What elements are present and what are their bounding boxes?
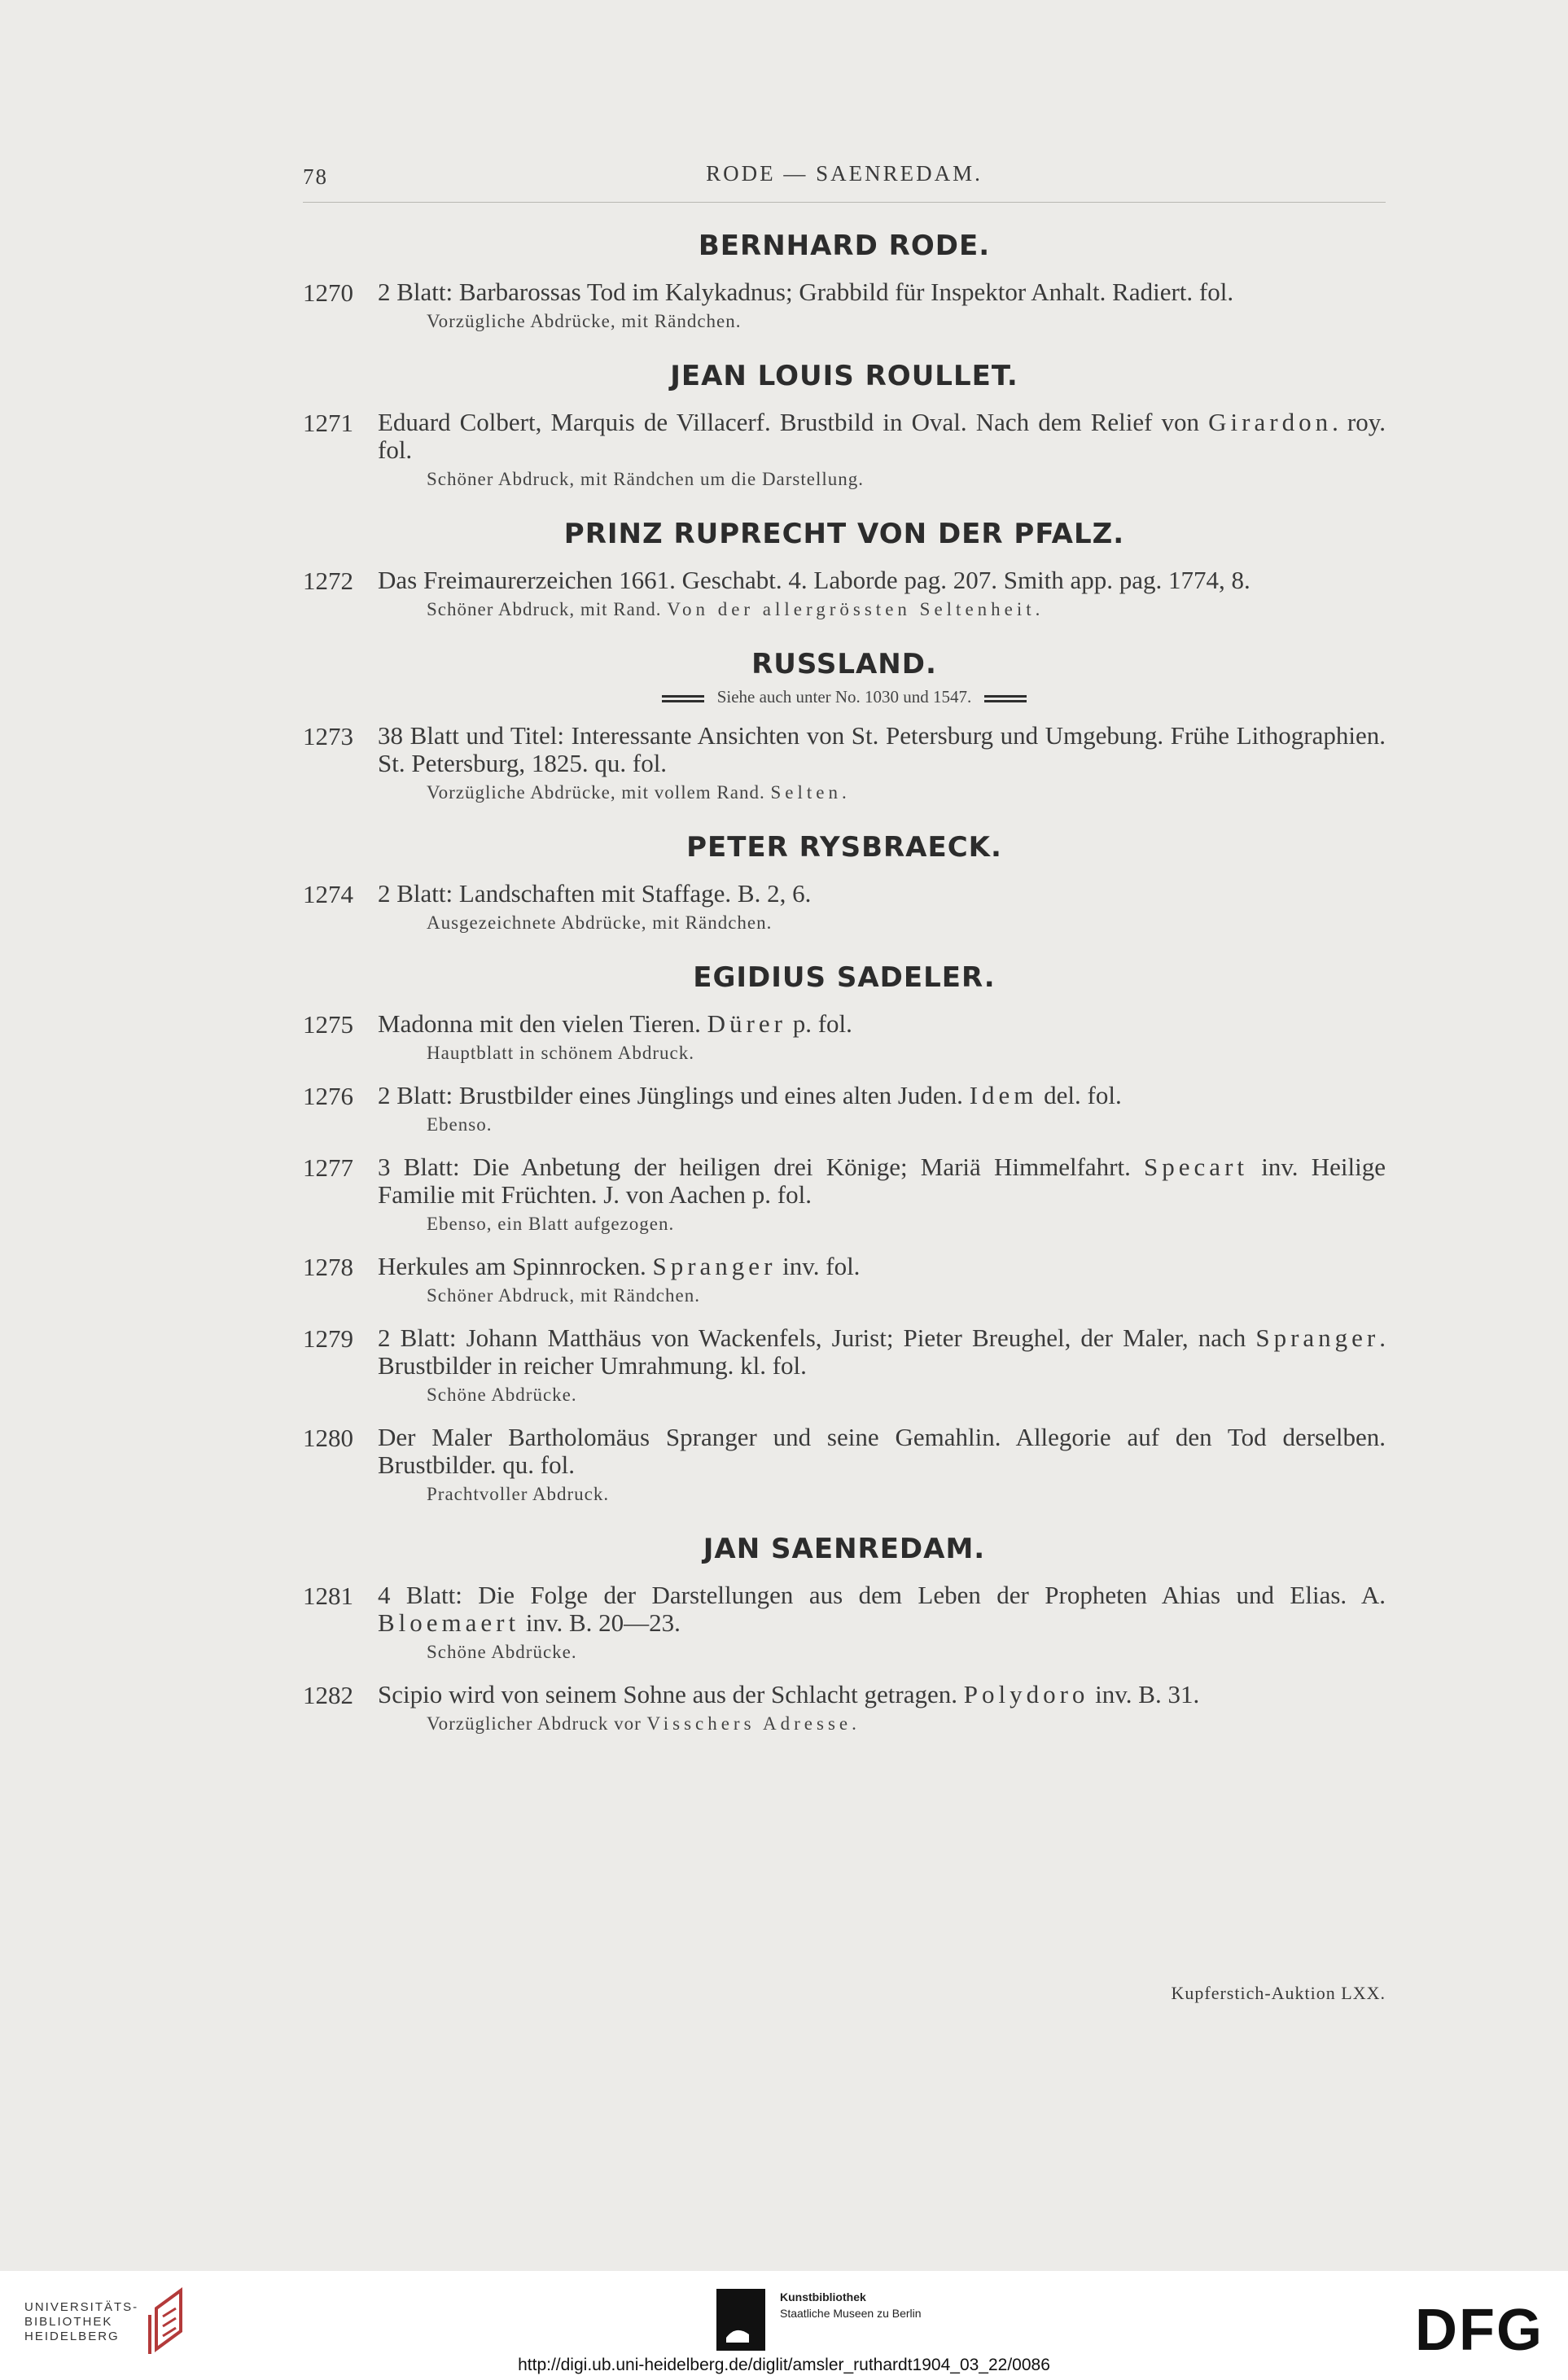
lot-number: 1271: [303, 409, 353, 437]
lot-number: 1276: [303, 1082, 353, 1110]
lot-description: [378, 1082, 1386, 1109]
lot-note: Ebenso.: [427, 1114, 493, 1135]
lot-note: [427, 1713, 1386, 1735]
logo-line: BIBLIOTHEK: [24, 2315, 113, 2329]
lot-description: [378, 1010, 1386, 1038]
artist-section: [303, 230, 1386, 332]
spaced-name: Dürer: [707, 1009, 786, 1038]
lot-number: 1279: [303, 1324, 353, 1353]
lot-entry: [303, 1324, 1386, 1406]
text-part: 2 Blatt: Johann Matthäus von Wackenfels, Jurist; Pieter Breughel, der Maler, nach: [378, 1323, 1256, 1352]
artist-heading: PRINZ RUPRECHT VON DER PFALZ.: [563, 518, 1125, 550]
lot-note: Schöne Abdrücke.: [427, 1642, 577, 1662]
lot-number: 1273: [303, 722, 353, 750]
digitization-footer: [0, 2271, 1568, 2380]
note-part: Vorzüglicher Abdruck vor: [427, 1713, 647, 1734]
lot-note: Ebenso, ein Blatt aufgezogen.: [427, 1214, 675, 1234]
spaced-name: Specart: [1144, 1153, 1249, 1181]
lot-description: 2 Blatt: Landschaften mit Staffage. B. 2, 6.: [378, 879, 812, 908]
lot-entry: [303, 1681, 1386, 1735]
lot-entry: [303, 567, 1386, 620]
lot-description: 2 Blatt: Barbarossas Tod im Kalykadnus; Grabbild für Inspektor Anhalt. Radiert. fol.: [378, 278, 1234, 306]
text-part: p. fol.: [786, 1009, 852, 1038]
logo-line: HEIDELBERG: [24, 2330, 120, 2343]
lot-note: Prachtvoller Abdruck.: [427, 1484, 610, 1504]
text-part: 2 Blatt: Brustbilder eines Jünglings und eines alten Juden.: [378, 1081, 970, 1109]
note-part: .: [852, 1713, 857, 1734]
text-part: 4 Blatt: Die Folge der Darstellungen aus dem Leben der Propheten Ahias und Elias. A.: [378, 1581, 1386, 1609]
running-head: [303, 161, 1386, 203]
kunstbibliothek-title: Kunstbibliothek: [780, 2290, 866, 2303]
spaced-name: Bloemaert: [378, 1608, 520, 1637]
page-number: 78: [303, 164, 328, 189]
artist-section: [303, 360, 1386, 490]
lot-entry: [303, 278, 1386, 332]
text-part: Herkules am Spinnrocken.: [378, 1252, 653, 1280]
lot-note: Vorzügliche Abdrücke, mit Rändchen.: [427, 311, 742, 331]
lot-description: [378, 1253, 1386, 1280]
text-part: . roy. fol.: [378, 408, 1386, 464]
lot-description: [378, 1681, 1386, 1708]
lot-note: Schöner Abdruck, mit Rändchen.: [427, 1285, 700, 1306]
text-part: inv. Heilige Familie mit Früchten. J. von Aachen p. fol.: [378, 1153, 1386, 1209]
lot-entry: [303, 880, 1386, 934]
library-emblem-icon: [140, 2284, 189, 2357]
text-part: del. fol.: [1037, 1081, 1122, 1109]
lot-note: Ausgezeichnete Abdrücke, mit Rändchen.: [427, 912, 773, 933]
lot-entry: [303, 1253, 1386, 1306]
artist-section: [303, 1533, 1386, 1735]
lot-note: Schöner Abdruck, mit Rändchen um die Darstellung.: [427, 469, 865, 489]
lot-number: 1277: [303, 1153, 353, 1182]
lot-number: 1270: [303, 278, 353, 307]
spaced-note: Von der allergrössten Seltenheit.: [667, 599, 1045, 619]
note-part: Schöner Abdruck, mit Rand.: [427, 599, 668, 619]
artist-section: [303, 961, 1386, 1505]
lot-note: [427, 782, 1386, 803]
signature-line: Kupferstich-Auktion LXX.: [1171, 1983, 1386, 2003]
artist-heading: PETER RYSBRAECK.: [686, 831, 1002, 864]
lot-description: [378, 1582, 1386, 1637]
lot-number: 1272: [303, 567, 353, 595]
text-part: inv. fol.: [776, 1252, 861, 1280]
cross-reference-text: Siehe auch unter No. 1030 und 1547.: [716, 687, 972, 707]
logo-line: UNIVERSITÄTS-: [24, 2300, 139, 2314]
lot-number: 1278: [303, 1253, 353, 1281]
lot-number: 1280: [303, 1424, 353, 1452]
note-part: Vorzügliche Abdrücke, mit vollem Rand.: [427, 782, 771, 803]
text-part: Scipio wird von seinem Sohne aus der Schlacht getragen.: [378, 1680, 964, 1708]
double-rule: [984, 695, 1027, 702]
spaced-name: Spranger: [652, 1252, 777, 1280]
permalink-url[interactable]: http://digi.ub.uni-heidelberg.de/diglit/amsler_ruthardt1904_03_22/0086: [518, 2356, 1050, 2374]
artist-heading: JAN SAENREDAM.: [703, 1533, 986, 1565]
lot-number: 1281: [303, 1582, 353, 1610]
lot-number: 1282: [303, 1681, 353, 1709]
lot-note: Hauptblatt in schönem Abdruck.: [427, 1043, 694, 1063]
spaced-name: Polydoro: [963, 1680, 1089, 1708]
lot-note: Schöne Abdrücke.: [427, 1385, 577, 1405]
text-part: 3 Blatt: Die Anbetung der heiligen drei Könige; Mariä Himmelfahrt.: [378, 1153, 1145, 1181]
lot-entry: [303, 409, 1386, 490]
lot-entry: [303, 1153, 1386, 1235]
spaced-note: Selten.: [770, 782, 851, 803]
catalog-content: [303, 230, 1386, 1735]
artist-heading: EGIDIUS SADELER.: [693, 961, 996, 994]
artist-section: [303, 518, 1386, 620]
text-part: Madonna mit den vielen Tieren.: [378, 1009, 707, 1038]
lot-description: [378, 409, 1386, 464]
double-rule: [662, 695, 704, 702]
running-title: RODE — SAENREDAM.: [706, 161, 983, 186]
lot-entry: [303, 1082, 1386, 1135]
lot-description: 38 Blatt und Titel: Interessante Ansichten von St. Petersburg und Umgebung. Frühe Lithographien. St. Petersburg, 1825. qu. fol.: [378, 721, 1386, 777]
artist-section: [303, 831, 1386, 934]
dfg-logo[interactable]: DFG: [1415, 2298, 1544, 2363]
artist-heading: RUSSLAND.: [751, 648, 937, 680]
kunstbibliothek-subtitle: Staatliche Museen zu Berlin: [780, 2307, 922, 2320]
lot-entry: [303, 1010, 1386, 1064]
lot-note: [427, 599, 1386, 620]
text-part: inv. B. 31.: [1088, 1680, 1200, 1708]
spaced-name: Idem: [969, 1081, 1038, 1109]
lot-entry: [303, 1424, 1386, 1505]
lot-number: 1274: [303, 880, 353, 908]
text-part: inv. B. 20—23.: [519, 1608, 681, 1637]
lot-number: 1275: [303, 1010, 353, 1039]
lot-entry: [303, 1582, 1386, 1663]
lot-description: [378, 1153, 1386, 1209]
kunstbibliothek-label: [780, 2289, 922, 2321]
lot-description: Das Freimaurerzeichen 1661. Geschabt. 4. Laborde pag. 207. Smith app. pag. 1774, 8.: [378, 566, 1250, 594]
spaced-name: Girardon: [1208, 408, 1333, 436]
kunstbibliothek-logo-icon[interactable]: [716, 2289, 765, 2351]
spaced-note: Visschers Adresse: [646, 1713, 852, 1734]
artist-heading: BERNHARD RODE.: [698, 230, 991, 262]
lot-description: Der Maler Bartholomäus Spranger und seine Gemahlin. Allegorie auf den Tod derselben. Brustbilder. qu. fol.: [378, 1423, 1386, 1479]
spaced-name: Spranger: [1255, 1323, 1380, 1352]
text-part: Eduard Colbert, Marquis de Villacerf. Brustbild in Oval. Nach dem Relief von: [378, 408, 1209, 436]
cross-reference: [303, 687, 1386, 707]
university-library-logo[interactable]: [24, 2300, 138, 2344]
text-part: . Brustbilder in reicher Umrahmung. kl. fol.: [378, 1323, 1386, 1380]
artist-section: [303, 648, 1386, 803]
artist-heading: JEAN LOUIS ROULLET.: [670, 360, 1018, 392]
lot-entry: [303, 722, 1386, 803]
lot-description: [378, 1324, 1386, 1380]
